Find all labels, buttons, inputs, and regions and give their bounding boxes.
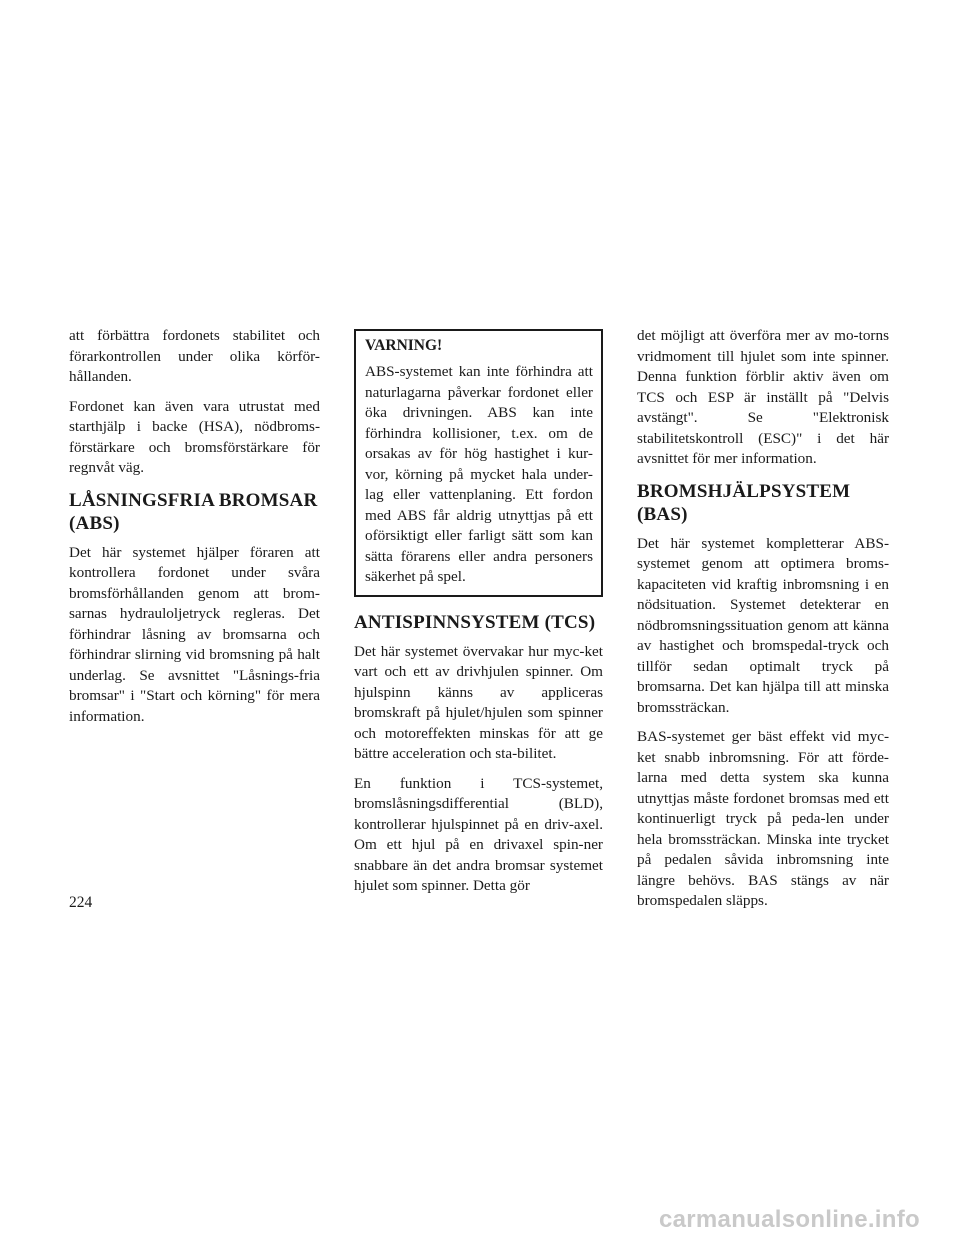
paragraph-bld: En funktion i TCS-systemet, bromslåsningsdifferential (BLD), kontrollerar hjulspinnet på en driv-axel. Om ett hjul på en drivaxel spin-ner snabbare än det andra bromsar systemet hjulet som spinner. Detta gör [354,774,603,894]
paragraph-abs: Det här systemet hjälper föraren att kontrollera fordonet under svåra bromsförhållanden genom att brom-sarnas hydrauloljetryck regleras. Det förhindrar låsning av bromsarna och förhindrar slirning vid bromsning på halt underlag. Se avsnittet "Låsnings-fria bromsar" i "Start och körning" för mera information. [69,543,320,725]
heading-abs: LÅSNINGSFRIA BROMSAR (ABS) [69,489,318,534]
column-right [637,326,889,921]
paragraph-hsa: Fordonet kan även vara utrustat med starthjälp i backe (HSA), nödbroms-förstärkare och bromsförstärkare för regnvåt väg. [69,397,320,476]
warning-text: ABS-systemet kan inte förhindra att naturlagarna påverkar fordonet eller öka drivningen. ABS kan inte förhindra kollisioner, t.ex. om de orsakas av för hög hastighet i kur-vor, körning på mycket hala under-lag eller vattenplaning. Ett fordon med ABS får aldrig utnyttjas på ett oförsiktigt eller farligt sätt som kan sätta förarens eller andra personers säkerhet på spel. [365,363,593,585]
paragraph-tcs: Det här systemet övervakar hur myc-ket vart och ett av drivhjulen spinner. Om hjulspinn känns av appliceras bromskraft på hjulet/hjulen som spinner och motoreffekten minskas för att ge bättre acceleration och sta-bilitet. [354,642,603,762]
heading-bas: BROMSHJÄLPSYSTEM (BAS) [637,480,851,525]
column-middle [354,326,603,906]
warning-box [354,329,603,597]
heading-tcs: ANTISPINNSYSTEM (TCS) [354,611,596,633]
warning-title: VARNING! [365,337,443,354]
paragraph-stability: att förbättra fordonets stabilitet och förarkontrollen under olika körför-hållanden. [69,327,320,385]
column-left [69,326,320,736]
paragraph-bas: Det här systemet kompletterar ABS-systemet genom att optimera broms-kapaciteten vid kraftig inbromsning i en nödsituation. Systemet detekterar en nödbromsningssituation genom att känna av hastighet och bromspedal-tryck och tillför sedan optimalt tryck på bromsarna. Det kan hjälpa till att minska bromssträckan. [637,534,889,716]
paragraph-bas-usage: BAS-systemet ger bäst effekt vid myc-ket snabb inbromsning. För att förde-larna med detta system ska kunna utnyttjas måste fordonet bromsas med ett kontinuerligt tryck på peda-len under hela bromssträckan. Minska inte trycket på pedalen såvida inbromsning inte längre behövs. BAS stängs av när bromspedalen släpps. [637,728,889,909]
watermark: carmanualsonline.info [658,1206,920,1233]
page-number: 224 [69,894,93,911]
paragraph-torque: det möjligt att överföra mer av mo-torns vridmoment till hjulet som inte spinner. Denna funktion förblir aktiv även om TCS och ESP är inställt på "Delvis avstängt". Se "Elektronisk stabilitetskontroll (ESC)" i det här avsnittet för mer information. [637,327,889,467]
